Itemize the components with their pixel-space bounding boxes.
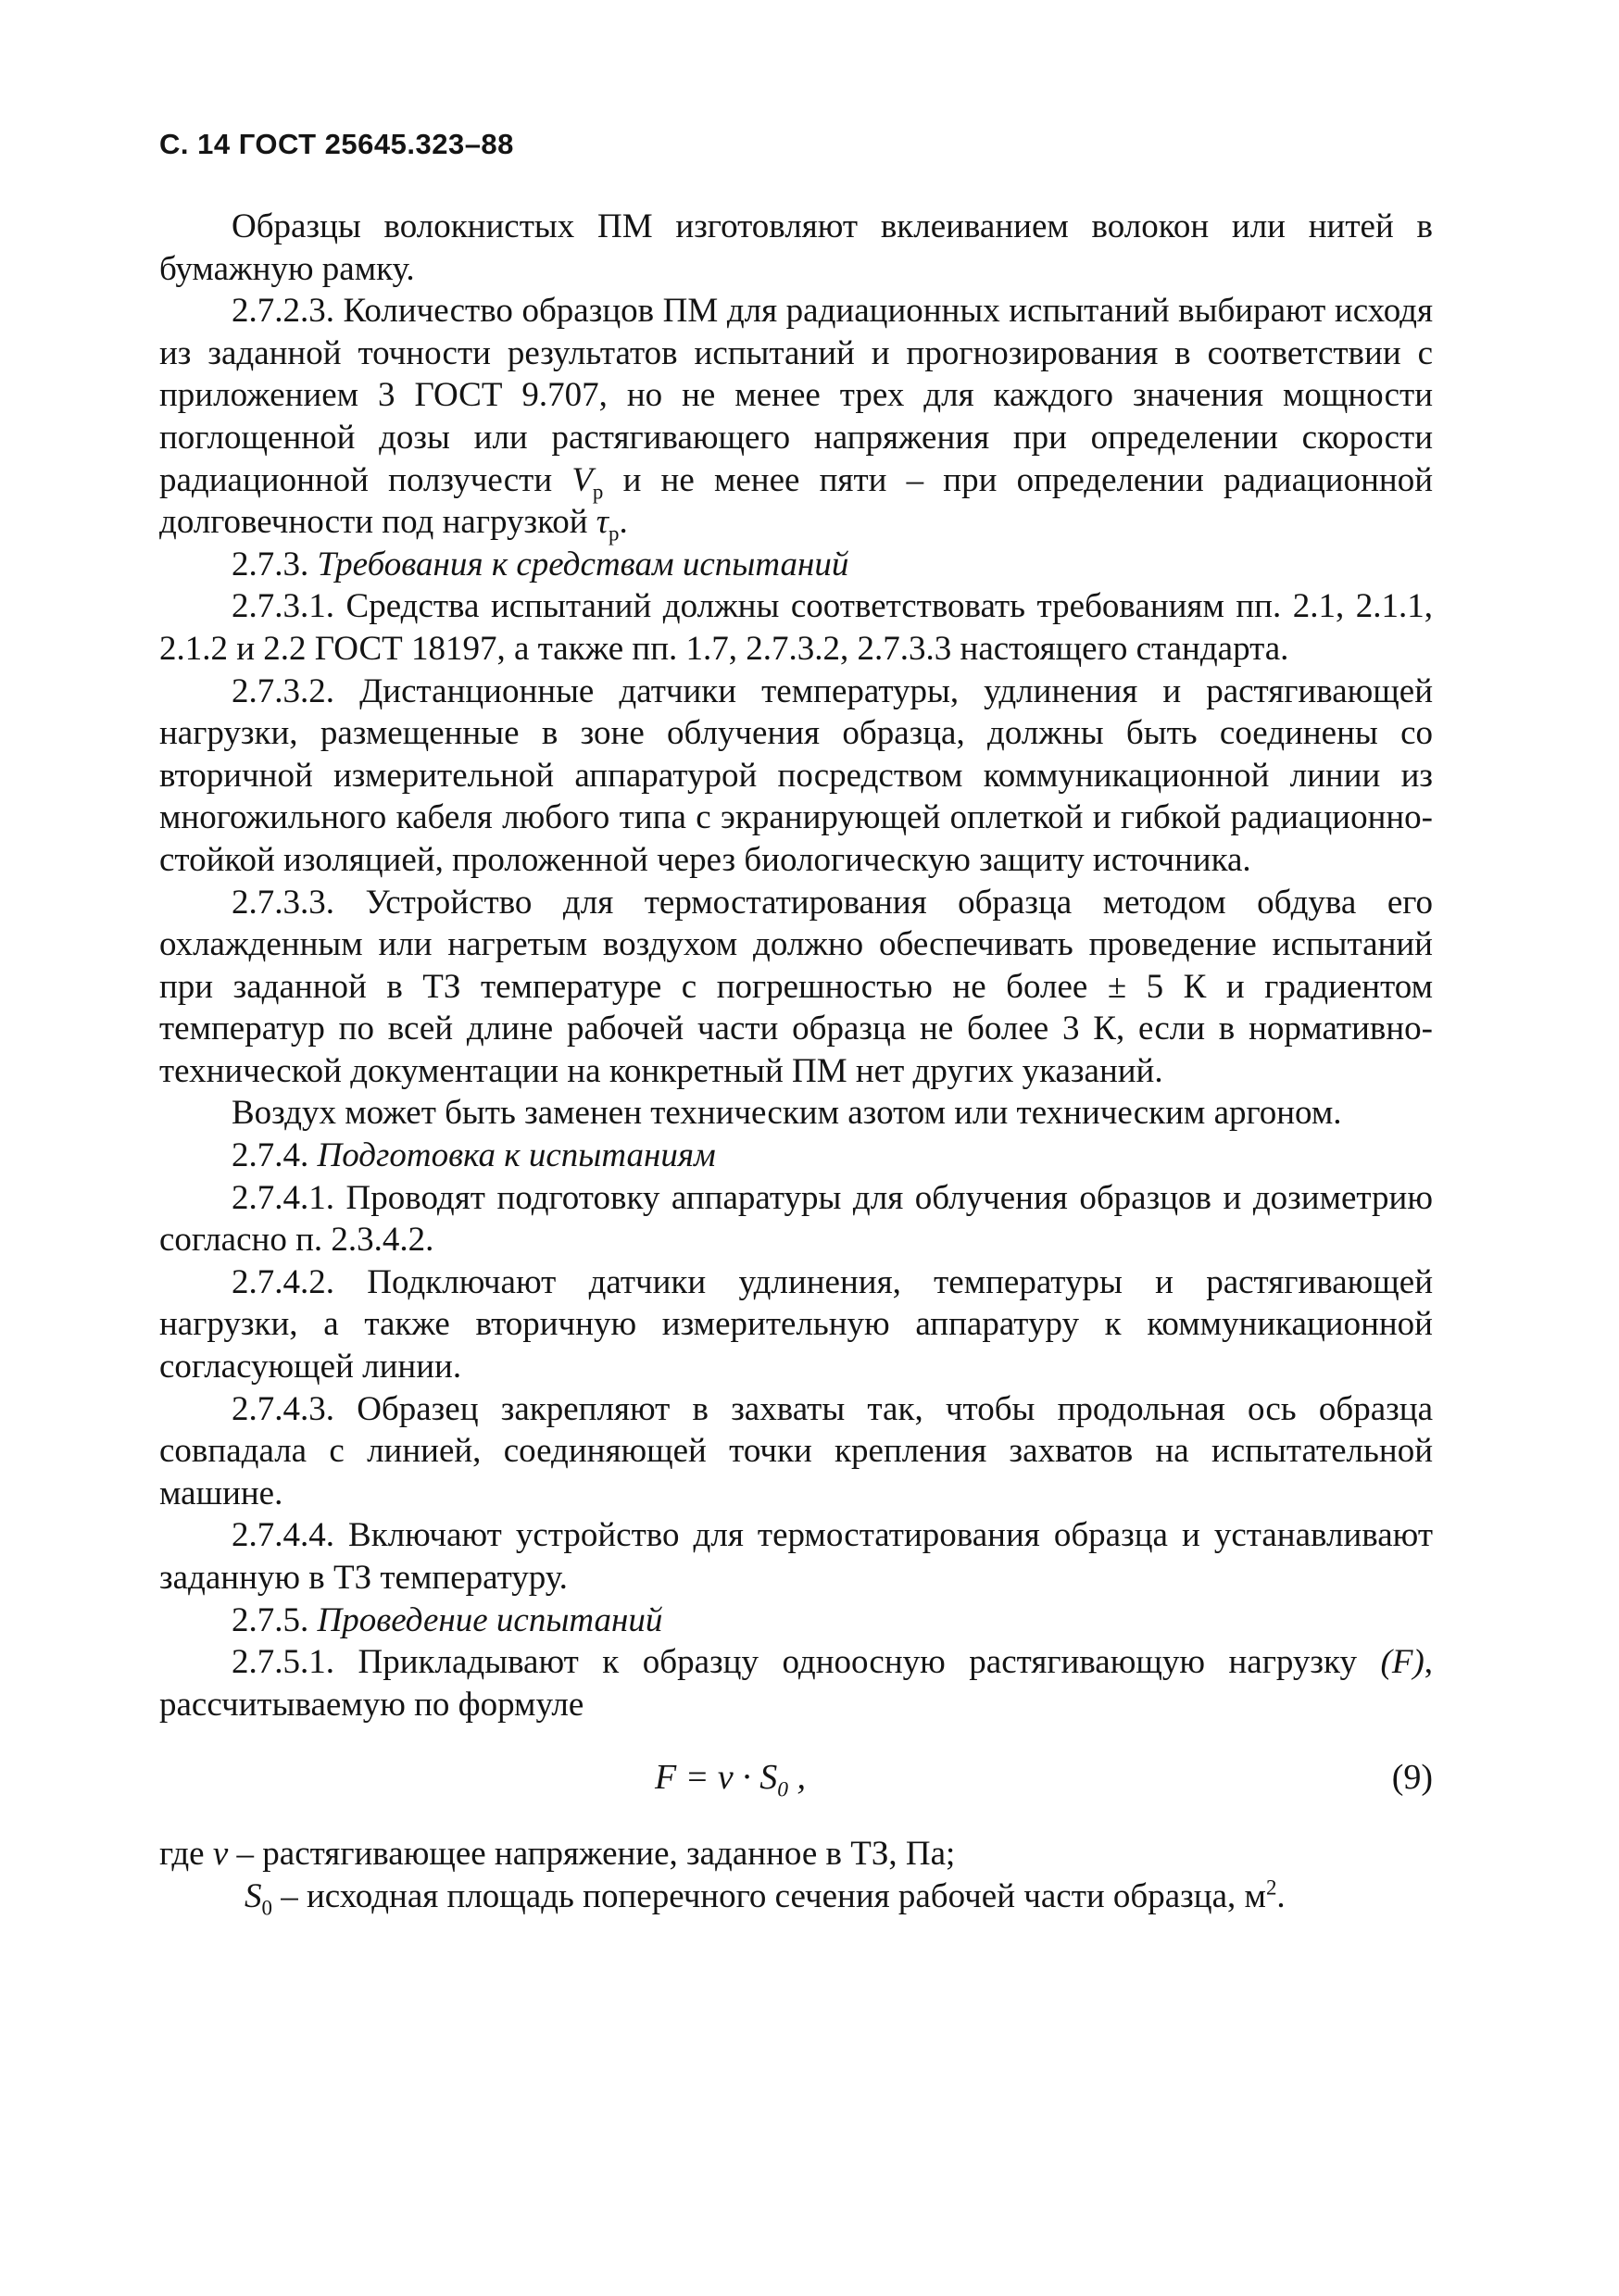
where-definition-nu: где ν – растягивающее напряжение, заданное в ТЗ, Па;: [159, 1835, 956, 1874]
paragraph-2-7-4-2: 2.7.4.2. Подключают датчики удлинения, температуры и растягивающей нагрузки, а также вторичную измерительную аппаратуру к коммуникационной согласующей линии.: [159, 1262, 1433, 1386]
paragraph-2-7-4-1: 2.7.4.1. Проводят подготовку аппаратуры для облучения образцов и дозиметрию согласно п. 2.3.4.2.: [159, 1178, 1433, 1260]
paragraph-2-7-4-3: 2.7.4.3. Образец закрепляют в захваты так, чтобы продольная ось образца совпадала с линией, соединяющей точки крепления захватов на испытательной машине.: [159, 1389, 1433, 1512]
formula-9: $F = \nu \cdot S_0$ ,: [655, 1758, 807, 1802]
page-header: С. 14 ГОСТ 25645.323–88: [159, 128, 514, 160]
section-heading-2-7-3: 2.7.3. Требования к средствам испытаний: [232, 545, 849, 583]
document-body: [159, 206, 1433, 1918]
section-heading-2-7-5: 2.7.5. Проведение испытаний: [232, 1600, 663, 1639]
paragraph-2-7-3-3: 2.7.3.3. Устройство для термостатирования образца методом обдува его охлажденным или нагретым воздухом должно обеспечивать проведение испытаний при заданной в ТЗ температуре с погрешностью не более ± 5 К и градиентом температур по всей длине рабочей части образца не более 3 К, если в нормативно-технической документации на конкретный ПМ нет других указаний.: [159, 883, 1433, 1090]
paragraph-2-7-5-1: 2.7.5.1. Прикладывают к образцу одноосную растягивающую нагрузку (F), рассчитываемую по формуле: [159, 1643, 1434, 1724]
section-heading-2-7-4: 2.7.4. Подготовка к испытаниям: [232, 1136, 716, 1175]
paragraph-fiber-samples: Образцы волокнистых ПМ изготовляют вклеиванием волокон или нитей в бумажную рамку.: [159, 207, 1433, 288]
where-definition-s0: $S_0$ – исходная площадь поперечного сечения рабочей части образца, $м^2$.: [245, 1876, 1286, 1920]
paragraph-2-7-3-2: 2.7.3.2. Дистанционные датчики температуры, удлинения и растягивающей нагрузки, размещенные в зоне облучения образца, должны быть соединены со вторичной измерительной аппаратурой посредством коммуникационной линии из многожильного кабеля любого типа с экранирующей оплеткой и гибкой радиационно-стойкой изоляцией, проложенной через биологическую защиту источника.: [159, 671, 1433, 879]
paragraph-2-7-4-4: 2.7.4.4. Включают устройство для термостатирования образца и устанавливают заданную в ТЗ температуру.: [159, 1516, 1433, 1597]
paragraph-air-replacement: Воздух может быть заменен техническим азотом или техническим аргоном.: [232, 1094, 1342, 1133]
formula-row: [159, 1729, 1433, 1833]
paragraph-2-7-3-1: 2.7.3.1. Средства испытаний должны соответствовать требованиям пп. 2.1, 2.1.1, 2.1.2 и 2.2 ГОСТ 18197, а также пп. 1.7, 2.7.3.2, 2.7.3.3 настоящего стандарта.: [159, 587, 1433, 668]
paragraph-2-7-2-3: 2.7.2.3. Количество образцов ПМ для радиационных испытаний выбирают исходя из заданной точности результатов испытаний и прогнозирования в соответствии с приложением 3 ГОСТ 9.707, но не менее трех для каждого значения мощности поглощенной дозы или растягивающего напряжения при определении скорости радиационной ползучести $V_р$ и не менее пяти – при определении радиационной долговечности под нагрузкой $\tau_р$.: [159, 292, 1433, 546]
formula-number: (9): [1391, 1758, 1433, 1798]
